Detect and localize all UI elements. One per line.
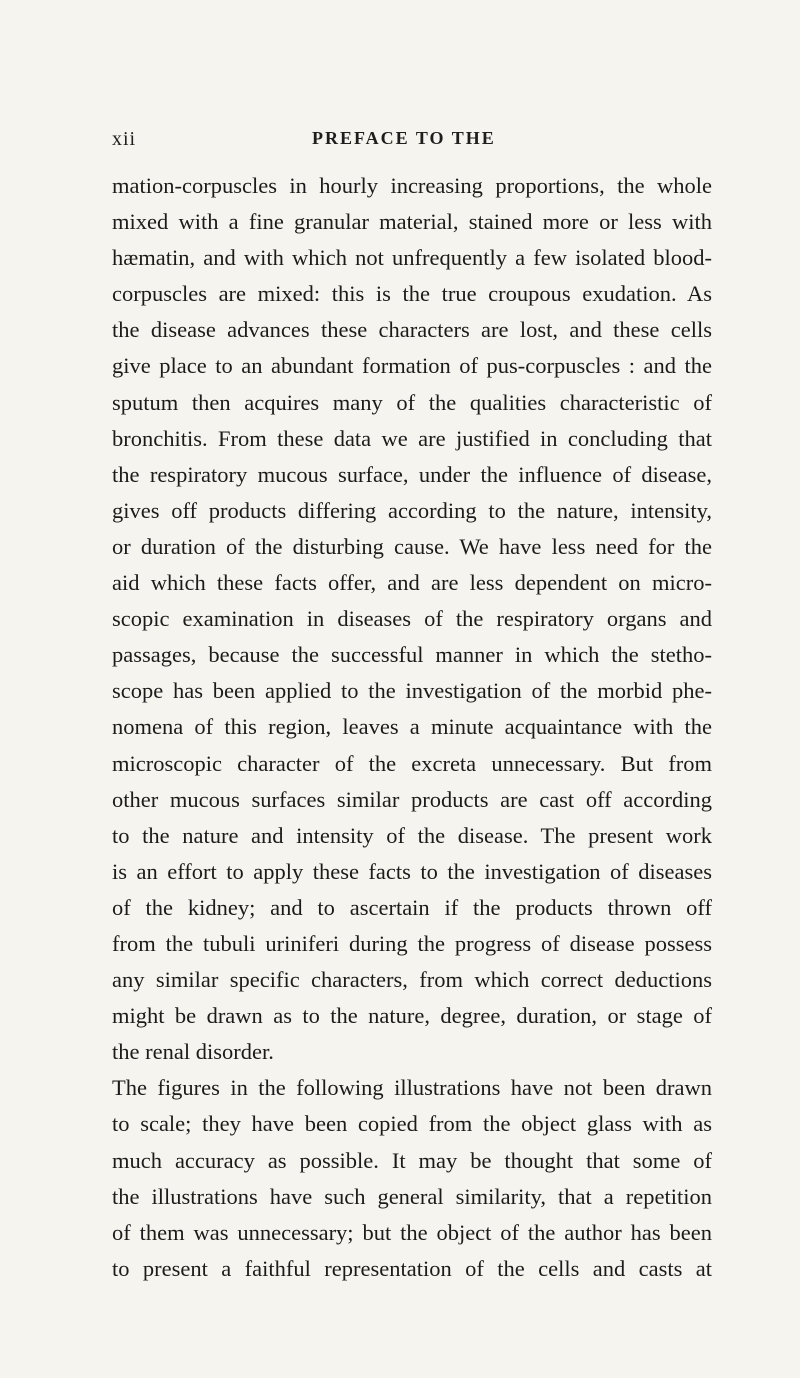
text-line: give place to an abundant formation of pus-corpuscles : and the bbox=[112, 353, 712, 379]
text-line: is an effort to apply these facts to the investigation of diseases bbox=[112, 858, 712, 884]
page-header bbox=[112, 128, 702, 158]
text-line: of them was unnecessary; but the object of the author has been bbox=[112, 1219, 712, 1245]
running-head: PREFACE TO THE bbox=[312, 128, 496, 148]
text-line: sputum then acquires many of the qualities characteristic of bbox=[112, 389, 712, 415]
text-line: The figures in the following illustrations have not been drawn bbox=[112, 1075, 712, 1101]
text-line: mixed with a fine granular material, stained more or less with bbox=[112, 209, 712, 235]
text-line: or duration of the disturbing cause. We have less need for the bbox=[112, 533, 712, 559]
text-line: passages, because the successful manner in which the stetho- bbox=[112, 642, 712, 668]
text-line: corpuscles are mixed: this is the true croupous exudation. As bbox=[112, 281, 712, 307]
text-line: microscopic character of the excreta unnecessary. But from bbox=[112, 750, 712, 776]
text-line: to present a faithful representation of the cells and casts at bbox=[112, 1255, 712, 1281]
text-line: might be drawn as to the nature, degree, duration, or stage of bbox=[112, 1003, 712, 1029]
text-line: from the tubuli uriniferi during the progress of disease possess bbox=[112, 930, 712, 956]
text-line: to scale; they have been copied from the object glass with as bbox=[112, 1111, 712, 1137]
text-line: bronchitis. From these data we are justified in concluding that bbox=[112, 425, 712, 451]
text-line: other mucous surfaces similar products are cast off according bbox=[112, 786, 712, 812]
text-line: hæmatin, and with which not unfrequently a few isolated blood- bbox=[112, 245, 712, 271]
text-line: the illustrations have such general similarity, that a repetition bbox=[112, 1183, 712, 1209]
text-line: nomena of this region, leaves a minute acquaintance with the bbox=[112, 714, 712, 740]
text-line: gives off products differing according to the nature, intensity, bbox=[112, 497, 712, 523]
text-line: the disease advances these characters are lost, and these cells bbox=[112, 317, 712, 343]
text-line: mation-corpuscles in hourly increasing proportions, the whole bbox=[112, 173, 712, 198]
text-line: the renal disorder. bbox=[112, 1039, 274, 1065]
text-line: scope has been applied to the investigation of the morbid phe- bbox=[112, 678, 712, 704]
text-line: any similar specific characters, from which correct deductions bbox=[112, 967, 712, 993]
text-line: of the kidney; and to ascertain if the products thrown off bbox=[112, 894, 712, 920]
text-line: aid which these facts offer, and are less dependent on micro- bbox=[112, 570, 712, 596]
body-text bbox=[112, 168, 712, 1287]
text-line: to the nature and intensity of the disease. The present work bbox=[112, 822, 712, 848]
text-line: the respiratory mucous surface, under the influence of disease, bbox=[112, 461, 712, 487]
text-line: scopic examination in diseases of the respiratory organs and bbox=[112, 606, 712, 632]
text-line: much accuracy as possible. It may be thought that some of bbox=[112, 1147, 712, 1173]
page-number: xii bbox=[112, 128, 137, 150]
